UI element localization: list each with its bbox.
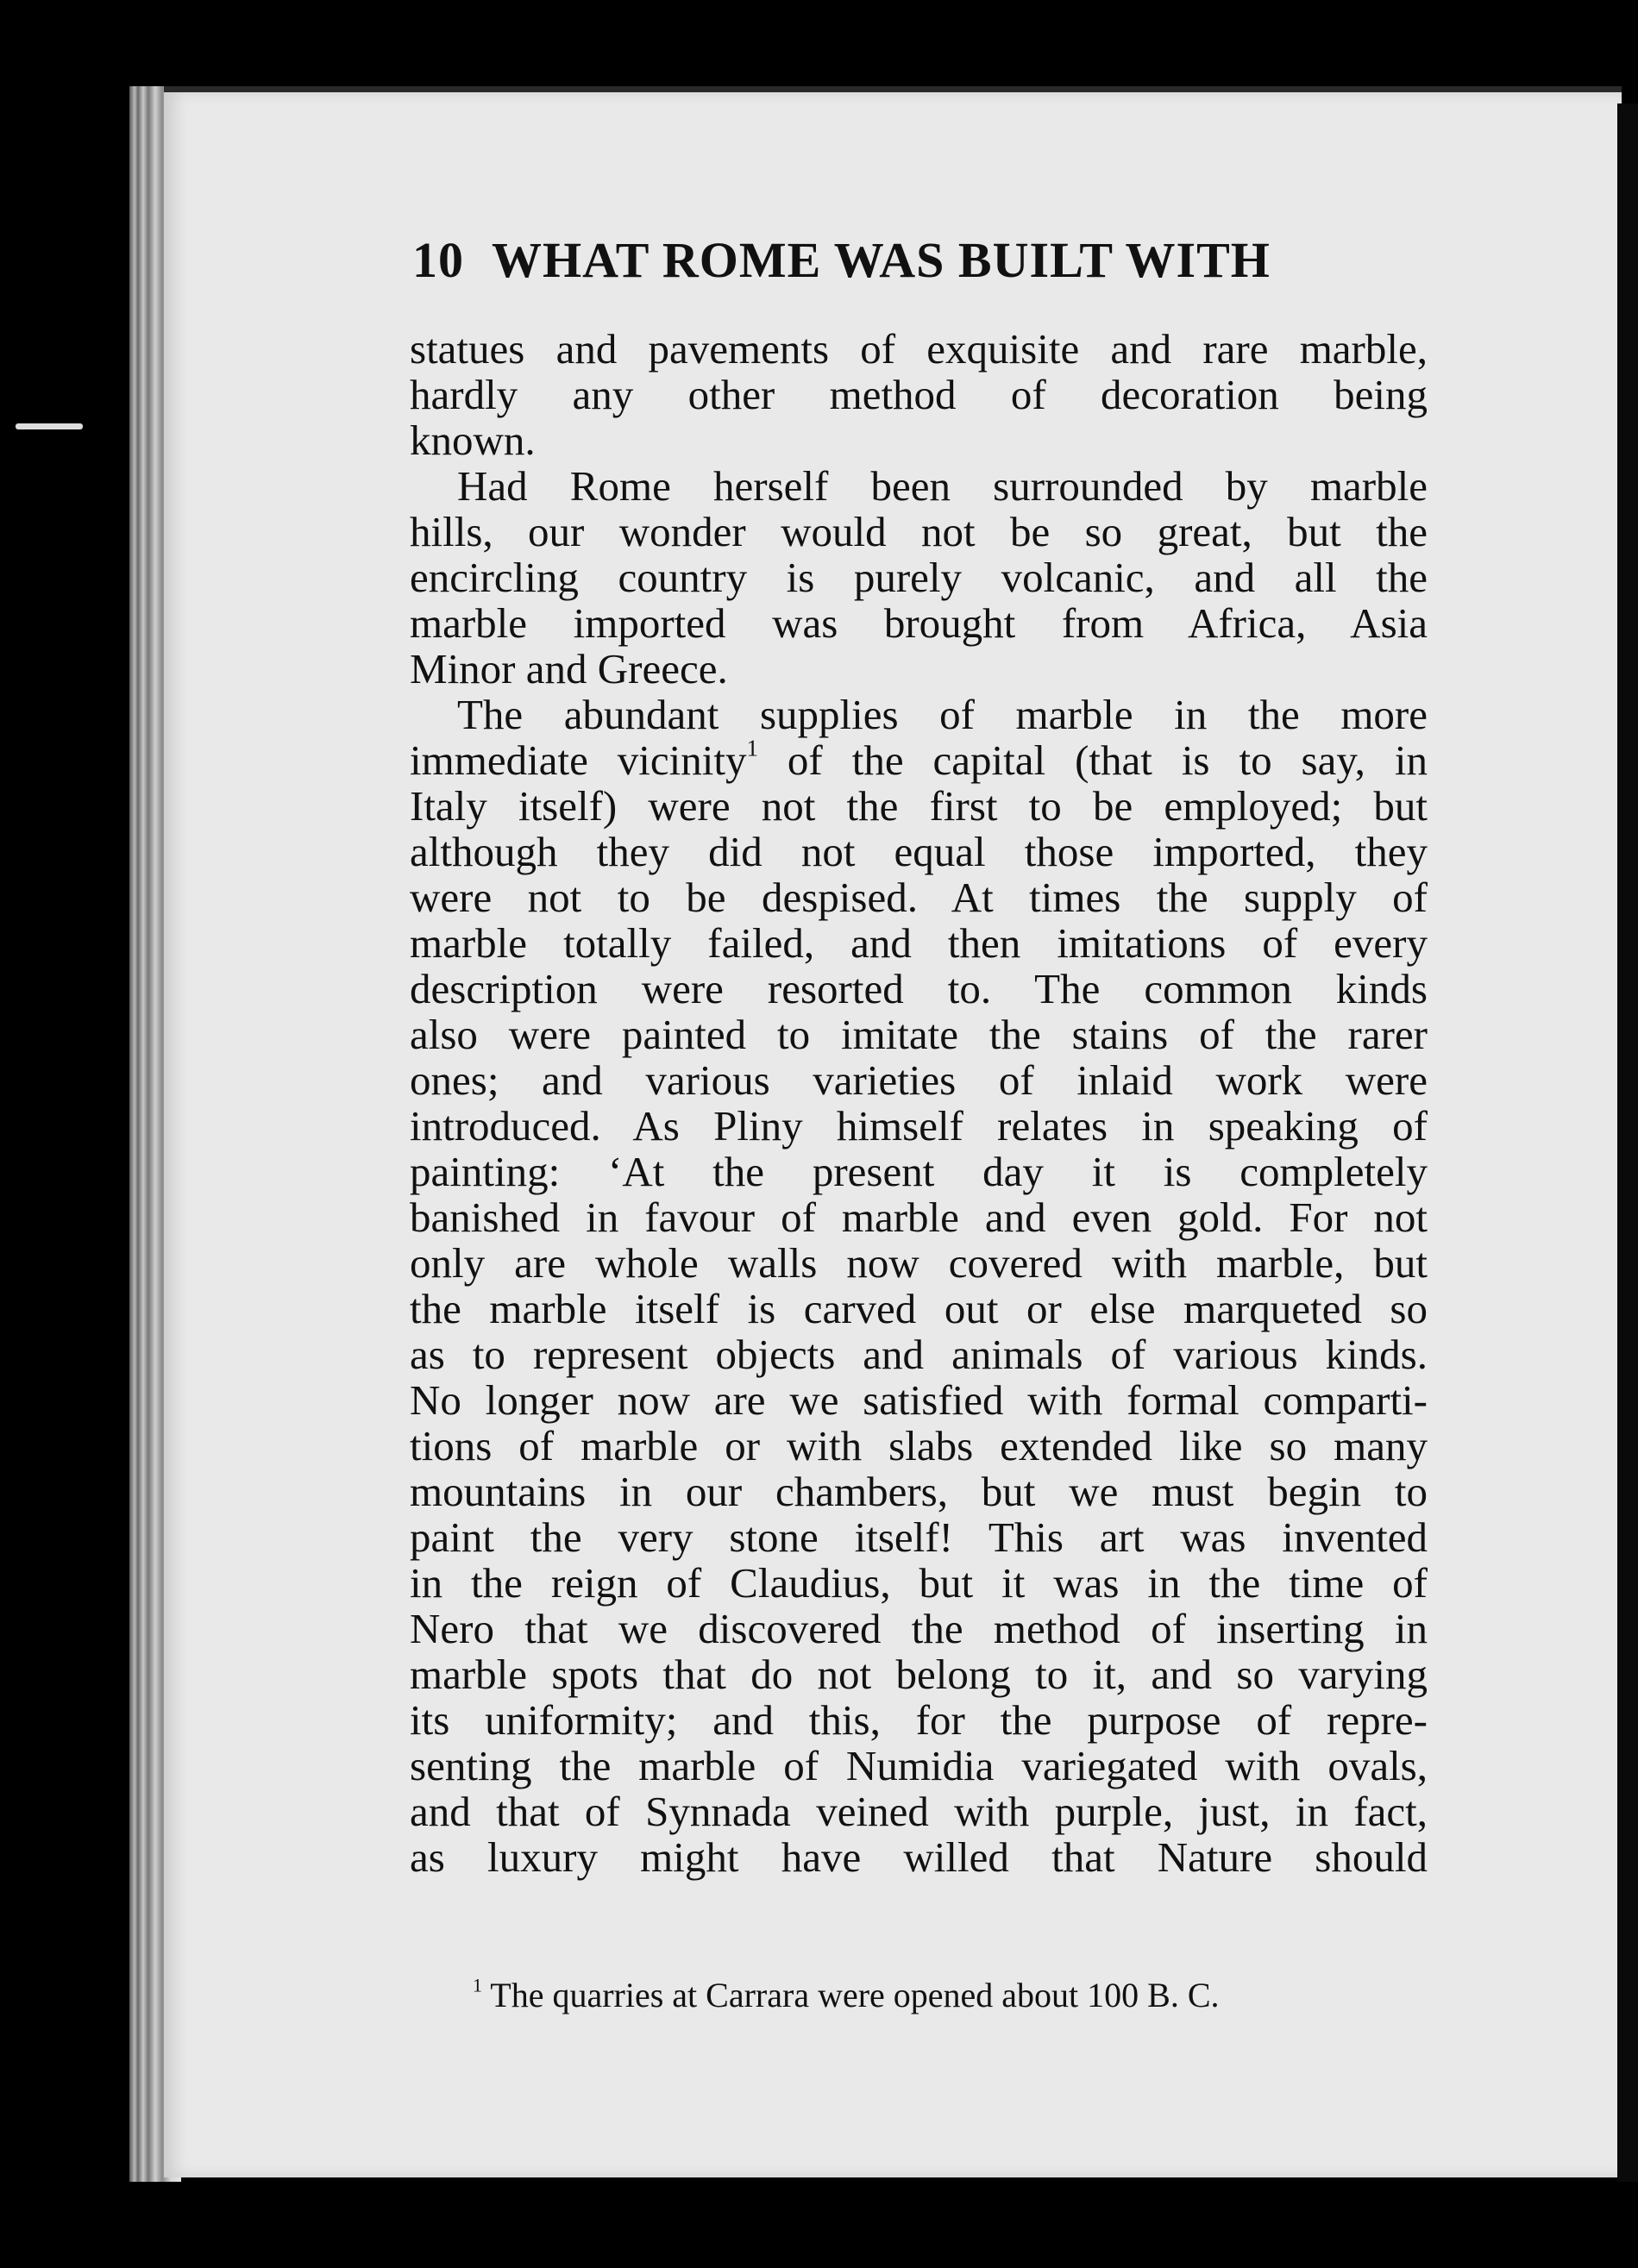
text-line: only are whole walls now covered with marble, but	[410, 1239, 1428, 1287]
text-line: known.	[410, 417, 536, 464]
page-number: 10	[412, 232, 464, 288]
text-line: Nero that we discovered the method of inserting in	[410, 1605, 1428, 1652]
text-line: statues and pavements of exquisite and rare marble,	[410, 325, 1428, 373]
page-top-edge	[164, 86, 1622, 92]
text-line: although they did not equal those imported, they	[410, 828, 1428, 875]
text-line: and that of Synnada veined with purple, just, in fact,	[410, 1788, 1428, 1835]
text-line: Had Rome herself been surrounded by marble	[457, 462, 1428, 510]
text-line: encircling country is purely volcanic, and all the	[410, 554, 1428, 601]
footnote-marker: 1	[473, 1974, 482, 1996]
text-line: senting the marble of Numidia variegated with ovals,	[410, 1742, 1428, 1789]
text-line: banished in favour of marble and even gold. For not	[410, 1194, 1428, 1241]
text-line: paint the very stone itself! This art was invented	[410, 1513, 1428, 1561]
text-line: the marble itself is carved out or else marqueted so	[410, 1285, 1428, 1332]
text-line: as to represent objects and animals of various kinds.	[410, 1331, 1428, 1378]
text-line: marble totally failed, and then imitations of every	[410, 919, 1428, 967]
text-line: marble spots that do not belong to it, and so varying	[410, 1651, 1428, 1698]
text-line: No longer now are we satisfied with formal comparti-	[410, 1376, 1428, 1424]
text-line: mountains in our chambers, but we must begin to	[410, 1468, 1428, 1515]
text-line: ones; and various varieties of inlaid work were	[410, 1056, 1428, 1104]
text-line: Italy itself) were not the first to be employed; but	[410, 782, 1428, 830]
text-line: description were resorted to. The common kinds	[410, 965, 1428, 1012]
text-line: Minor and Greece.	[410, 645, 728, 692]
body-text	[410, 326, 1428, 1880]
footnote-text: The quarries at Carrara were opened about 100 B. C.	[490, 1976, 1220, 2014]
text-line: were not to be despised. At times the supply of	[410, 874, 1428, 921]
text-line: also were painted to imitate the stains of the rarer	[410, 1011, 1428, 1058]
text-line	[410, 737, 1428, 783]
footnote-reference: 1	[746, 735, 758, 761]
text-line: as luxury might have willed that Nature should	[410, 1833, 1428, 1881]
text-line-start: immediate vicinity	[410, 736, 747, 784]
running-head	[412, 231, 1430, 289]
running-title: WHAT ROME WAS BUILT WITH	[492, 232, 1271, 288]
margin-mark	[16, 423, 83, 429]
text-line: in the reign of Claudius, but it was in the time of	[410, 1559, 1428, 1607]
text-line: painting: ‘At the present day it is completely	[410, 1148, 1428, 1195]
text-line: hardly any other method of decoration being	[410, 371, 1428, 418]
footnote	[473, 1975, 1421, 2015]
gutter-shadow	[1617, 103, 1638, 2182]
text-line: introduced. As Pliny himself relates in speaking of	[410, 1102, 1428, 1150]
text-line: hills, our wonder would not be so great, but the	[410, 508, 1428, 555]
text-line-end: of the capital (that is to say, in	[787, 736, 1428, 784]
text-line: The abundant supplies of marble in the more	[457, 691, 1428, 738]
text-line: its uniformity; and this, for the purpose of repre-	[410, 1696, 1428, 1744]
text-line: tions of marble or with slabs extended like so many	[410, 1422, 1428, 1469]
text-line: marble imported was brought from Africa, Asia	[410, 599, 1428, 647]
